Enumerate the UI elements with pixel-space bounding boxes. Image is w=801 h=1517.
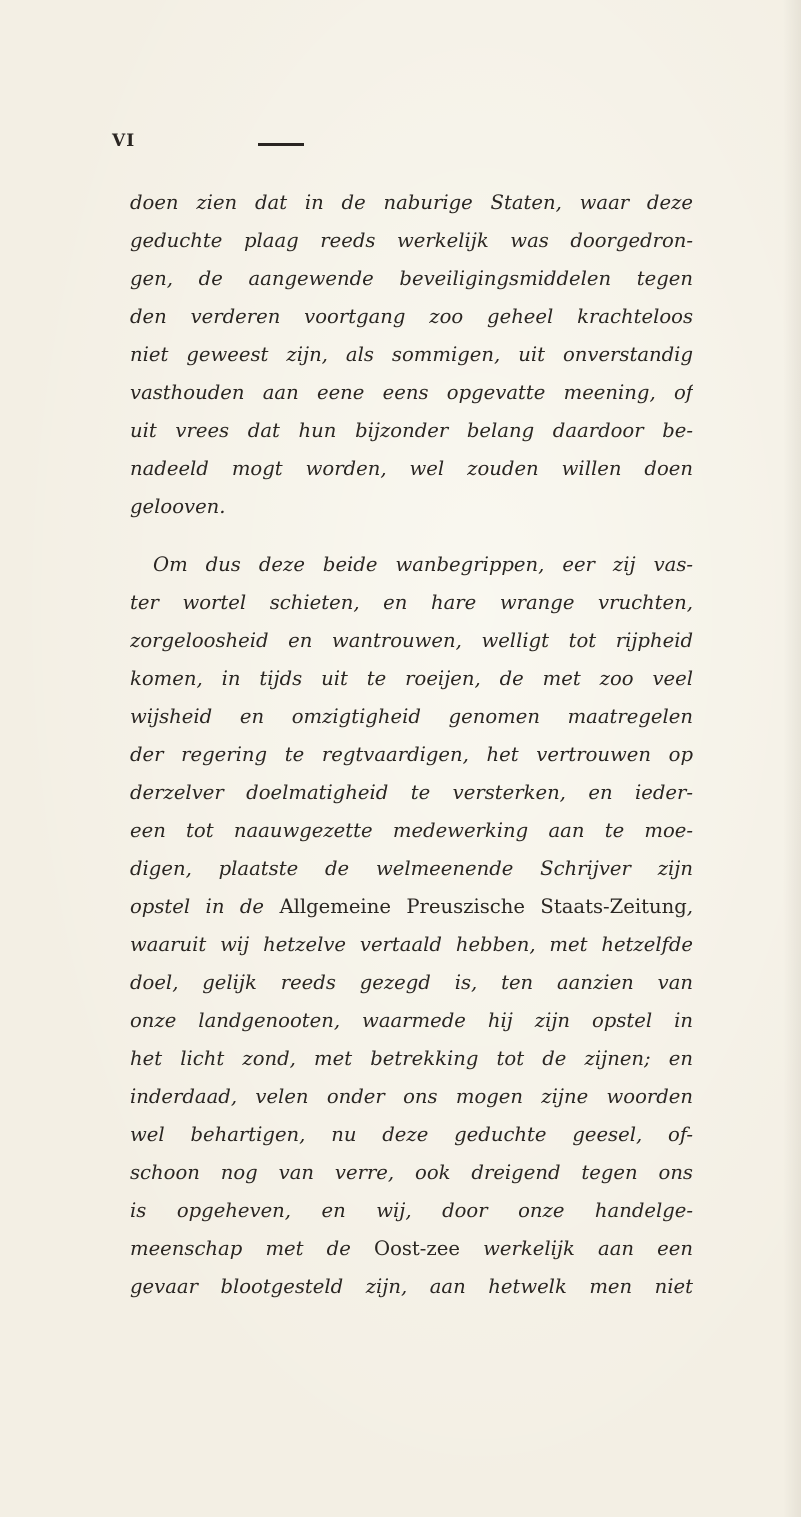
newspaper-title: Allgemeine Preuszische Staats-Zeitung: [279, 895, 687, 918]
text-line: is opgeheven, en wij, door onze handelge-: [130, 1199, 693, 1222]
text-line: inderdaad, velen onder ons mogen zijne woorden: [130, 1085, 693, 1108]
text-line: nadeeld mogt worden, wel zouden willen doen: [130, 457, 693, 480]
paragraph-gap: [130, 526, 693, 546]
text-line: het licht zond, met betrekking tot de zijnen; en: [130, 1047, 693, 1070]
page-header: [112, 131, 672, 161]
text-line: den verderen voortgang zoo geheel krachteloos: [130, 305, 693, 328]
text-line: ter wortel schieten, en hare wrange vruchten,: [130, 591, 693, 614]
body-text: [130, 184, 693, 1306]
text-line: vasthouden aan eene eens opgevatte meening, of: [130, 381, 693, 404]
text-line: gen, de aangewende beveiligingsmiddelen tegen: [130, 267, 693, 290]
place-name: Oost-zee: [374, 1237, 460, 1260]
text-line: geduchte plaag reeds werkelijk was doorgedron-: [130, 229, 693, 252]
text-line: onze landgenooten, waarmede hij zijn opstel in: [130, 1009, 693, 1032]
paragraph: [130, 546, 693, 1306]
text-line: waaruit wij hetzelve vertaald hebben, met hetzelfde: [130, 933, 693, 956]
page-edge-shadow: [783, 0, 801, 1517]
paragraph: [130, 184, 693, 526]
text-segment: werkelijk aan een: [459, 1237, 693, 1260]
text-line: niet geweest zijn, als sommigen, uit onverstandig: [130, 343, 693, 366]
text-line: komen, in tijds uit te roeijen, de met zoo veel: [130, 667, 693, 690]
text-line: wijsheid en omzigtigheid genomen maatregelen: [130, 705, 693, 728]
text-line: gevaar blootgesteld zijn, aan hetwelk men niet: [130, 1275, 693, 1298]
text-segment: ,: [686, 895, 693, 918]
text-line: doel, gelijk reeds gezegd is, ten aanzien van: [130, 971, 693, 994]
text-line: wel behartigen, nu deze geduchte geesel, of-: [130, 1123, 693, 1146]
page-number: VI: [112, 131, 136, 151]
header-rule: [258, 143, 304, 146]
text-line: zorgeloosheid en wantrouwen, welligt tot rijpheid: [130, 629, 693, 652]
text-line: gelooven.: [130, 495, 226, 518]
text-line: uit vrees dat hun bijzonder belang daardoor be-: [130, 419, 693, 442]
text-line: een tot naauwgezette medewerking aan te moe-: [130, 819, 693, 842]
text-line: derzelver doelmatigheid te versterken, en ieder-: [130, 781, 693, 804]
text-line: digen, plaatste de welmeenende Schrijver zijn: [130, 857, 693, 880]
text-line: Om dus deze beide wanbegrippen, eer zij vas-: [153, 553, 693, 576]
text-line: [130, 1230, 693, 1268]
text-line: der regering te regtvaardigen, het vertrouwen op: [130, 743, 693, 766]
text-line: [130, 888, 693, 926]
text-segment: meenschap met de: [130, 1237, 375, 1260]
text-line: schoon nog van verre, ook dreigend tegen ons: [130, 1161, 693, 1184]
text-segment: opstel in de: [130, 895, 280, 918]
text-line: doen zien dat in de naburige Staten, waar deze: [130, 191, 693, 214]
